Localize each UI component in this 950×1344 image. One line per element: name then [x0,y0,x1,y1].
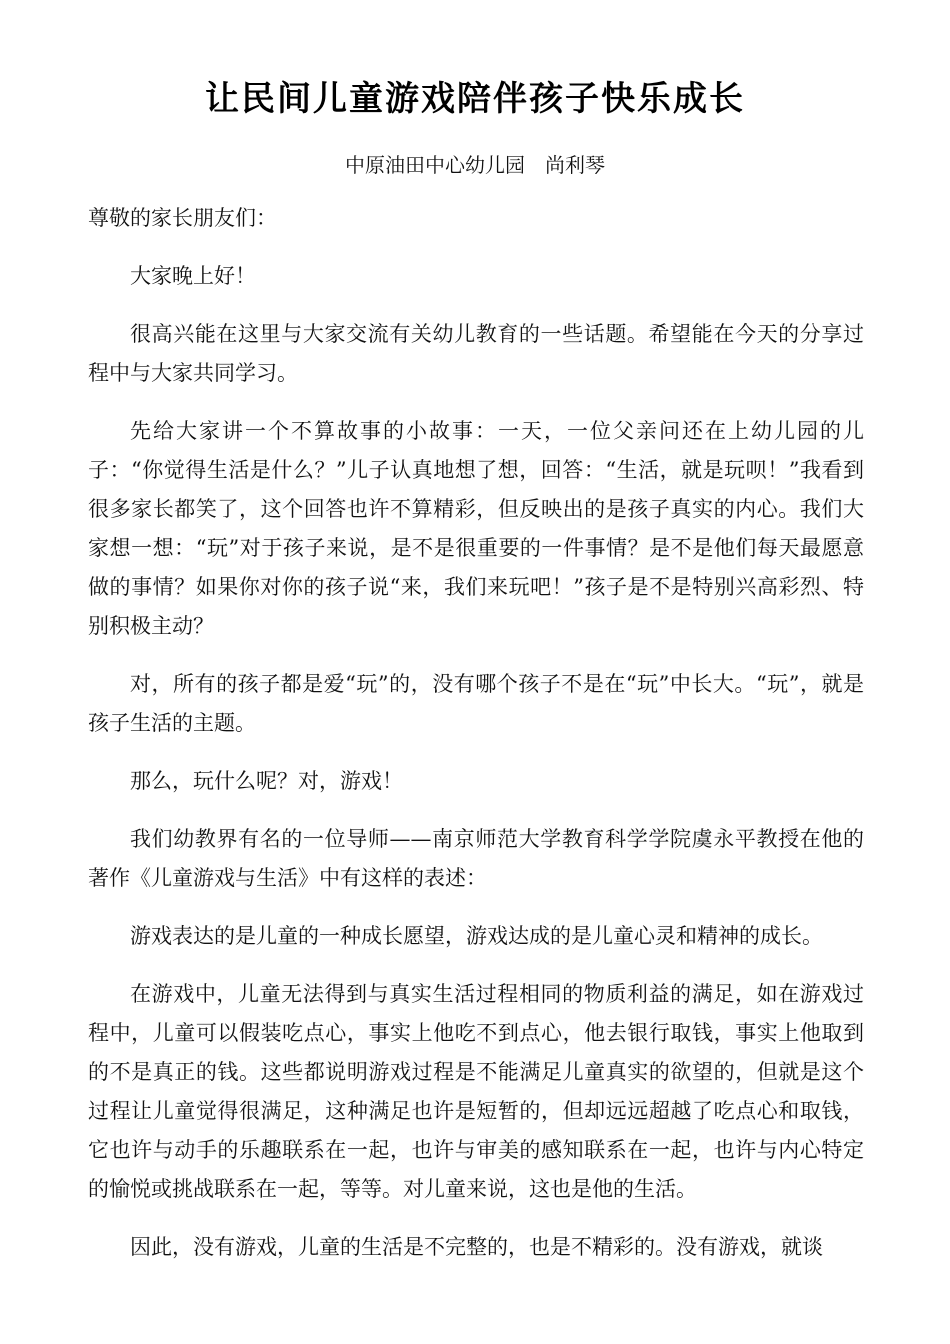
paragraph-greeting: 大家晚上好！ [130,264,256,288]
paragraph-games: 那么，玩什么呢？对，游戏！ [130,769,403,793]
paragraph-story: 先给大家讲一个不算故事的小故事：一天，一位父亲问还在上幼儿园的儿子：“你觉得生活是什么？”儿子认真地想了想，回答：“生活，就是玩呗！”我看到很多家长都笑了，这个回答也许不算精彩，但反映出的是孩子真实的内心。我们大家想一想：“玩”对于孩子来说，是不是很重要的一件事情？是不是他们每天最愿意做的事情？如果你对你的孩子说“来，我们来玩吧！”孩子是不是特别兴高彩烈、特别积极主动？ [88,419,864,638]
author-line: 中原油田中心幼儿园 尚利琴 [345,153,605,177]
paragraph-conclusion: 因此，没有游戏，儿童的生活是不完整的，也是不精彩的。没有游戏，就谈 [130,1235,823,1259]
paragraph-quote-2: 在游戏中，儿童无法得到与真实生活过程相同的物质利益的满足，如在游戏过程中，儿童可以假装吃点心，事实上他吃不到点心，他去银行取钱，事实上他取到的不是真正的钱。这些都说明游戏过程是不能满足儿童真实的欲望的，但就是这个过程让儿童觉得很满足，这种满足也许是短暂的，但却远远超越了吃点心和取钱，它也许与动手的乐趣联系在一起，也许与审美的感知联系在一起，也许与内心特定的愉悦或挑战联系在一起，等等。对儿童来说，这也是他的生活。 [88,982,864,1201]
salutation: 尊敬的家长朋友们： [88,206,277,230]
paragraph-play-theme: 对，所有的孩子都是爱“玩”的，没有哪个孩子不是在“玩”中长大。“玩”，就是孩子生活的主题。 [88,672,864,735]
document-title: 让民间儿童游戏陪伴孩子快乐成长 [205,79,745,119]
paragraph-mentor: 我们幼教界有名的一位导师——南京师范大学教育科学学院虞永平教授在他的著作《儿童游戏与生活》中有这样的表述： [88,827,864,890]
document-body [88,199,864,1267]
paragraph-intro: 很高兴能在这里与大家交流有关幼儿教育的一些话题。希望能在今天的分享过程中与大家共同学习。 [88,322,864,385]
paragraph-quote-1: 游戏表达的是儿童的一种成长愿望，游戏达成的是儿童心灵和精神的成长。 [130,924,823,948]
